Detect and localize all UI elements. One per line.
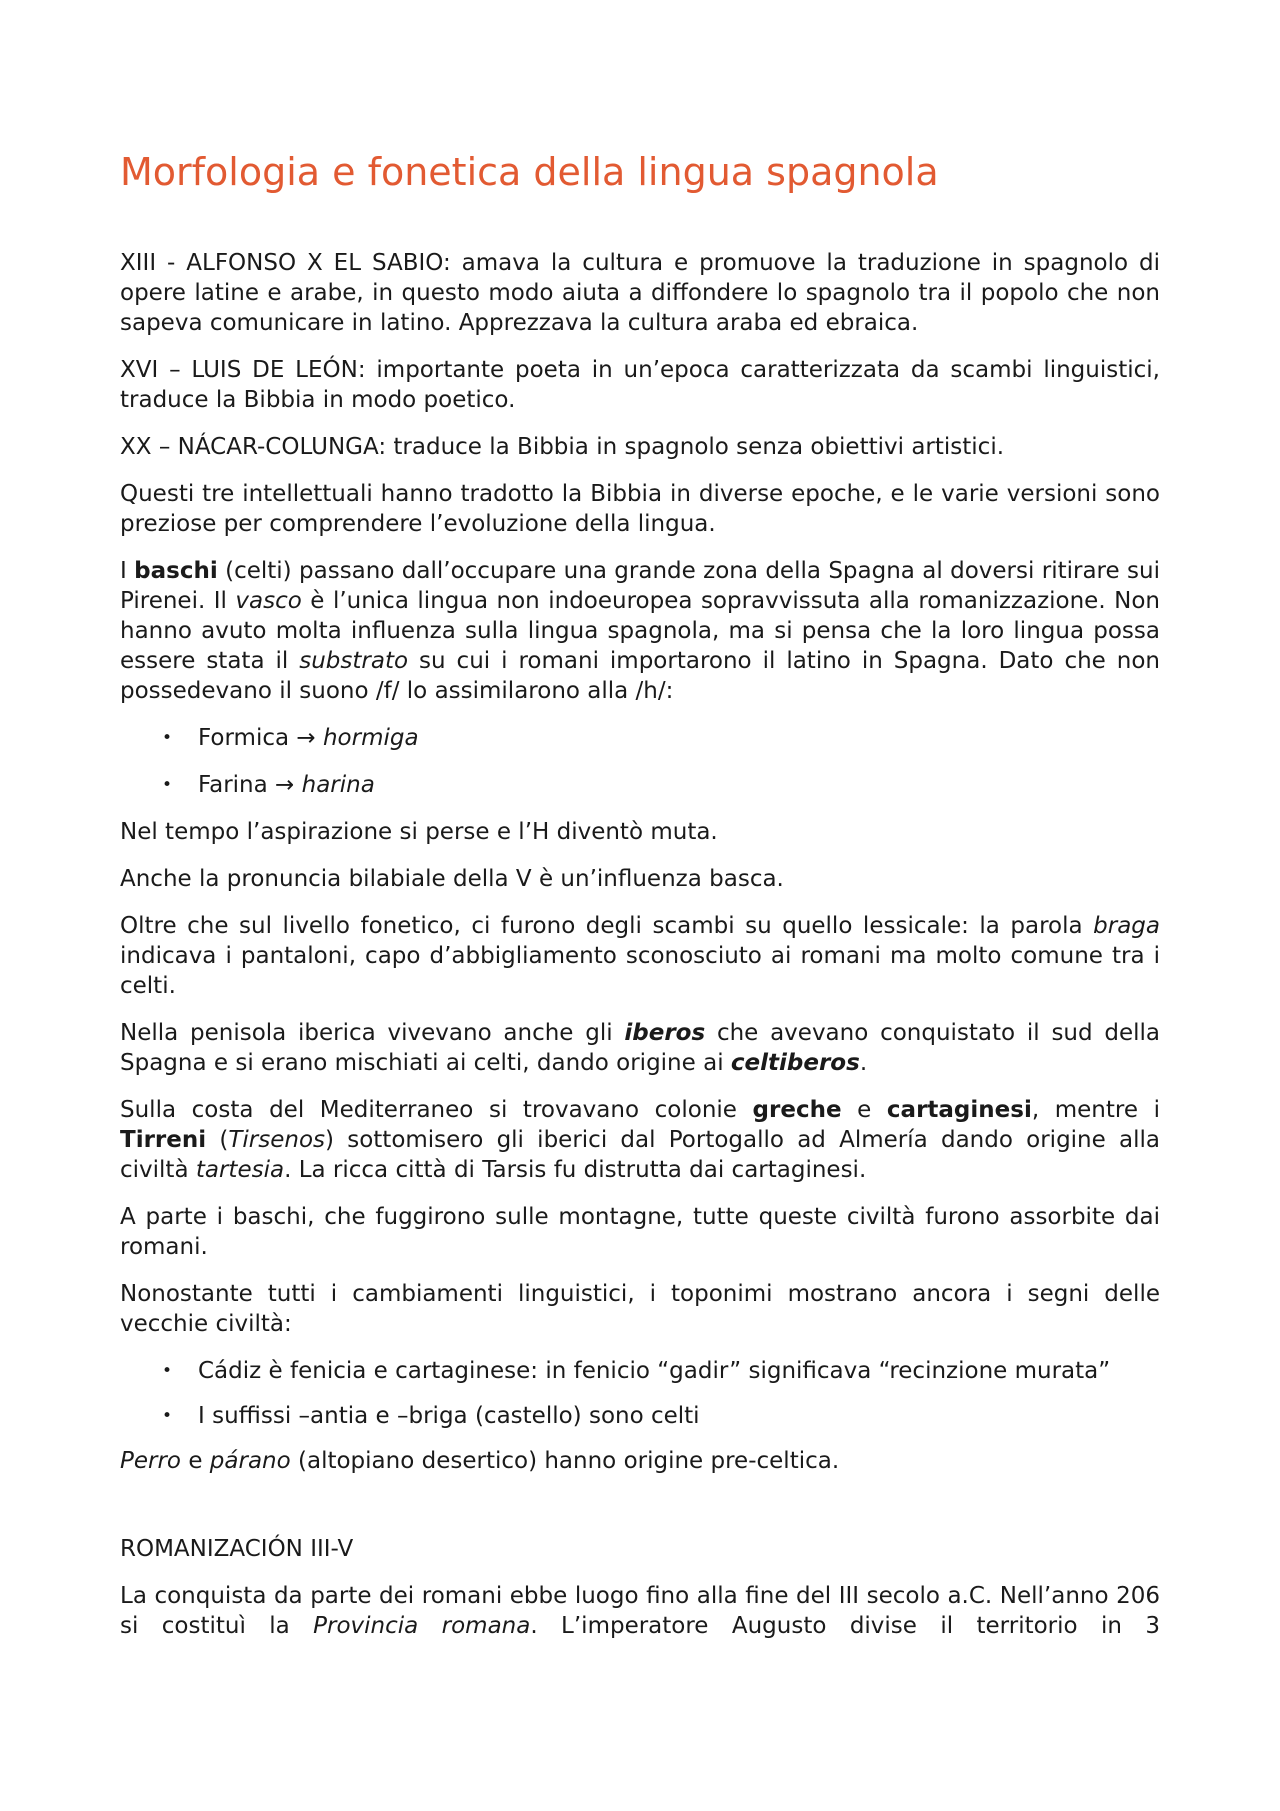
paragraph-perro-parano: Perro e párano (altopiano desertico) hanno origine pre-celtica. [120,1448,840,1474]
list-item: • Formica → hormiga [120,723,1160,753]
paragraph-nacar-colunga: XX – NÁCAR-COLUNGA: traduce la Bibbia in spagnolo senza obiettivi artistici. [120,434,1005,460]
page-title: Morfologia e fonetica della lingua spagnola [120,150,939,194]
section-heading-romanizacion: ROMANIZACIÓN III-V [120,1536,354,1562]
phonetic-examples-list [120,723,1160,800]
paragraph-iberos: Nella penisola iberica vivevano anche gli iberos che avevano conquistato il sud della Spagna e si erano mischiati ai celti, dando origine ai celtiberos. [120,1020,1160,1076]
paragraph-costa-mediterraneo: Sulla costa del Mediterraneo si trovavano colonie greche e cartaginesi, mentre i Tirreni (Tirsenos) sottomisero gli iberici dal Portogallo ad Almería dando origine alla civiltà tartesia. La ricca città di Tarsis fu distrutta dai cartaginesi. [120,1097,1160,1183]
list-item: • Cádiz è fenicia e cartaginese: in fenicio “gadir” significava “recinzione murata” [120,1356,1160,1386]
toponimi-list [120,1356,1160,1431]
paragraph-luis-de-leon: XVI – LUIS DE LEÓN: importante poeta in un’epoca caratterizzata da scambi linguistici, traduce la Bibbia in modo poetico. [120,357,1160,413]
paragraph-conquista: La conquista da parte dei romani ebbe luogo fino alla fine del III secolo a.C. Nell’anno 206 si costituì la Provincia romana. L’imperatore Augusto divise il territorio in 3 [120,1583,1160,1639]
paragraph-baschi: I baschi (celti) passano dall’occupare una grande zona della Spagna al doversi ritirare sui Pirenei. Il vasco è l’unica lingua non indoeuropea sopravvissuta alla romanizzazione. Non hanno avuto molta influenza sulla lingua spagnola, ma si pensa che la loro lingua possa essere stata il substrato su cui i romani importarono il latino in Spagna. Dato che non possedevano il suono /f/ lo assimilarono alla /h/: [120,558,1160,704]
paragraph-aspirazione: Nel tempo l’aspirazione si perse e l’H diventò muta. [120,819,718,845]
document-body [120,148,1160,1658]
list-item: • Farina → harina [120,770,1160,800]
paragraph-bilabiale: Anche la pronuncia bilabiale della V è un’influenza basca. [120,866,784,892]
paragraph-baschi-montagne: A parte i baschi, che fuggirono sulle montagne, tutte queste civiltà furono assorbite dai romani. [120,1204,1160,1260]
list-item: • I suffissi –antia e –briga (castello) sono celti [120,1401,1160,1431]
paragraph-toponimi: Nonostante tutti i cambiamenti linguistici, i toponimi mostrano ancora i segni delle vecchie civiltà: [120,1281,1160,1337]
paragraph-questi: Questi tre intellettuali hanno tradotto la Bibbia in diverse epoche, e le varie versioni sono preziose per comprendere l’evoluzione della lingua. [120,481,1160,537]
paragraph-alfonso: XIII - ALFONSO X EL SABIO: amava la cultura e promuove la traduzione in spagnolo di opere latine e arabe, in questo modo aiuta a diffondere lo spagnolo tra il popolo che non sapeva comunicare in latino. Apprezzava la cultura araba ed ebraica. [120,250,1160,336]
paragraph-braga: Oltre che sul livello fonetico, ci furono degli scambi su quello lessicale: la parola braga indicava i pantaloni, capo d’abbigliamento sconosciuto ai romani ma molto comune tra i celti. [120,913,1160,999]
